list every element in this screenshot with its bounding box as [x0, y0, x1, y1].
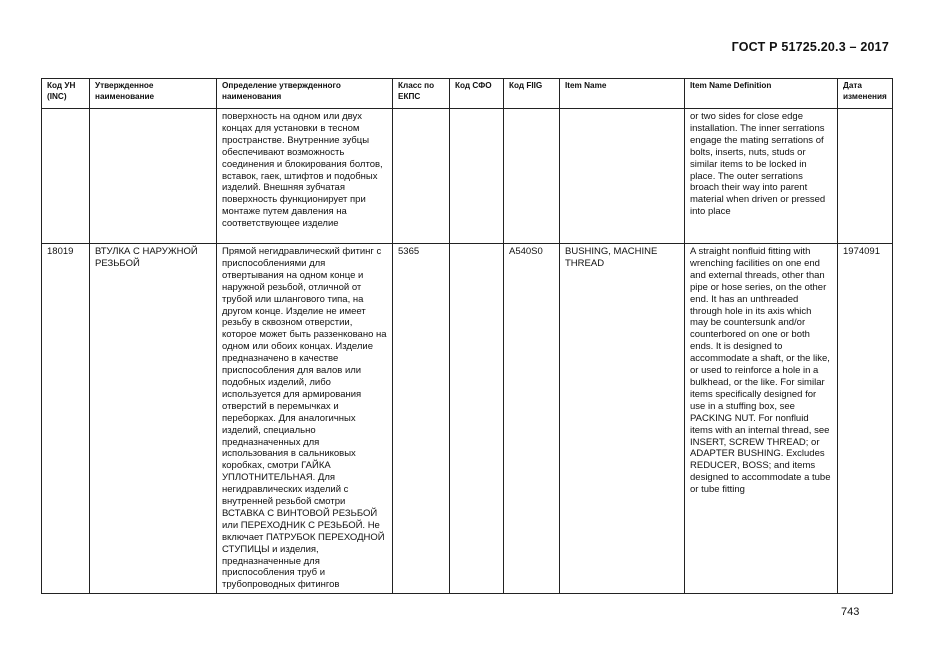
- page-number: 743: [841, 606, 860, 618]
- cell-item-definition: A straight nonfluid fitting with wrenching facilities on one end and external threads, other than pipe or hose series, on the other end. It has an unthreaded through hole in its axis which may be countersunk and/or counterbored on one or both ends. It is designed to accommodate a shaft, or the like, or used to reinforce a hole in a bulkhead, or the like. For similar items specifically designed for use in a stuffing box, see PACKING NUT. For nonfluid items with an internal thread, see INSERT, SCREW THREAD; or ADAPTER BUSHING. Excludes REDUCER, BOSS; and items designed to accommodate a tube or tube fitting: [685, 244, 838, 594]
- header-sfo-code: Код СФО: [450, 79, 504, 109]
- header-ekps-class: Класс по ЕКПС: [393, 79, 450, 109]
- cell-definition-ru: Прямой негидравлический фитинг с приспособлениями для отвертывания на одном конце и наружной резьбой, отличной от трубой или шлангового типа, на другом конце. Изделие не имеет резьбу в сквозном отверстии, которое может быть раззенковано на одном или обоих концах. Изделие предназначено в качестве приспособления для валов или подобных изделий, либо используется для армирования отверстий в перемычках и переборках. Для аналогичных изделий, специально предназначенных для использования в сальниковых коробках, смотри ГАЙКА УПЛОТНИТЕЛЬНАЯ. Для негидравлических изделий с внутренней резьбой смотри ВСТАВКА С ВИНТОВОЙ РЕЗЬБОЙ или ПЕРЕХОДНИК С РЕЗЬБОЙ. Не включает ПАТРУБОК ПЕРЕХОДНОЙ СТУПИЦЫ и изделия, предназначенные для приспособления труб и трубопроводных фитингов: [217, 244, 393, 594]
- cell-ekps-class: [393, 109, 450, 244]
- header-item-definition: Item Name Definition: [685, 79, 838, 109]
- cell-ekps-class: 5365: [393, 244, 450, 594]
- cell-inc: 18019: [42, 244, 90, 594]
- items-table: [41, 78, 893, 594]
- cell-name-ru: ВТУЛКА С НАРУЖНОЙ РЕЗЬБОЙ: [90, 244, 217, 594]
- cell-inc: [42, 109, 90, 244]
- table-row: [42, 244, 893, 594]
- cell-name-ru: [90, 109, 217, 244]
- cell-fiig-code: A540S0: [504, 244, 560, 594]
- cell-sfo-code: [450, 109, 504, 244]
- cell-item-name: [560, 109, 685, 244]
- header-row: [42, 79, 893, 109]
- header-inc: Код УН (INC): [42, 79, 90, 109]
- header-item-name: Item Name: [560, 79, 685, 109]
- cell-item-name: BUSHING, MACHINE THREAD: [560, 244, 685, 594]
- header-name-ru: Утвержденное наименование: [90, 79, 217, 109]
- cell-item-definition: or two sides for close edge installation. The inner serrations engage the mating serrations of bolts, inserts, nuts, studs or similar items to be locked in place. The outer serrations broach their way into parent material when driven or pressed into place: [685, 109, 838, 244]
- standard-title: ГОСТ Р 51725.20.3 – 2017: [731, 40, 889, 54]
- header-change-date: Дата изменения: [838, 79, 893, 109]
- header-definition-ru: Определение утвержденного наименования: [217, 79, 393, 109]
- table-row: [42, 109, 893, 244]
- cell-definition-ru: поверхность на одном или двух концах для установки в тесном пространстве. Внутренние зубцы обеспечивают возможность соединения и блокирования болтов, вставок, гаек, штифтов и подобных изделий. Внешняя зубчатая поверхность функционирует при монтаже путем давления на соответствующее изделие: [217, 109, 393, 244]
- cell-change-date: [838, 109, 893, 244]
- header-fiig-code: Код FIIG: [504, 79, 560, 109]
- cell-change-date: 1974091: [838, 244, 893, 594]
- cell-sfo-code: [450, 244, 504, 594]
- cell-fiig-code: [504, 109, 560, 244]
